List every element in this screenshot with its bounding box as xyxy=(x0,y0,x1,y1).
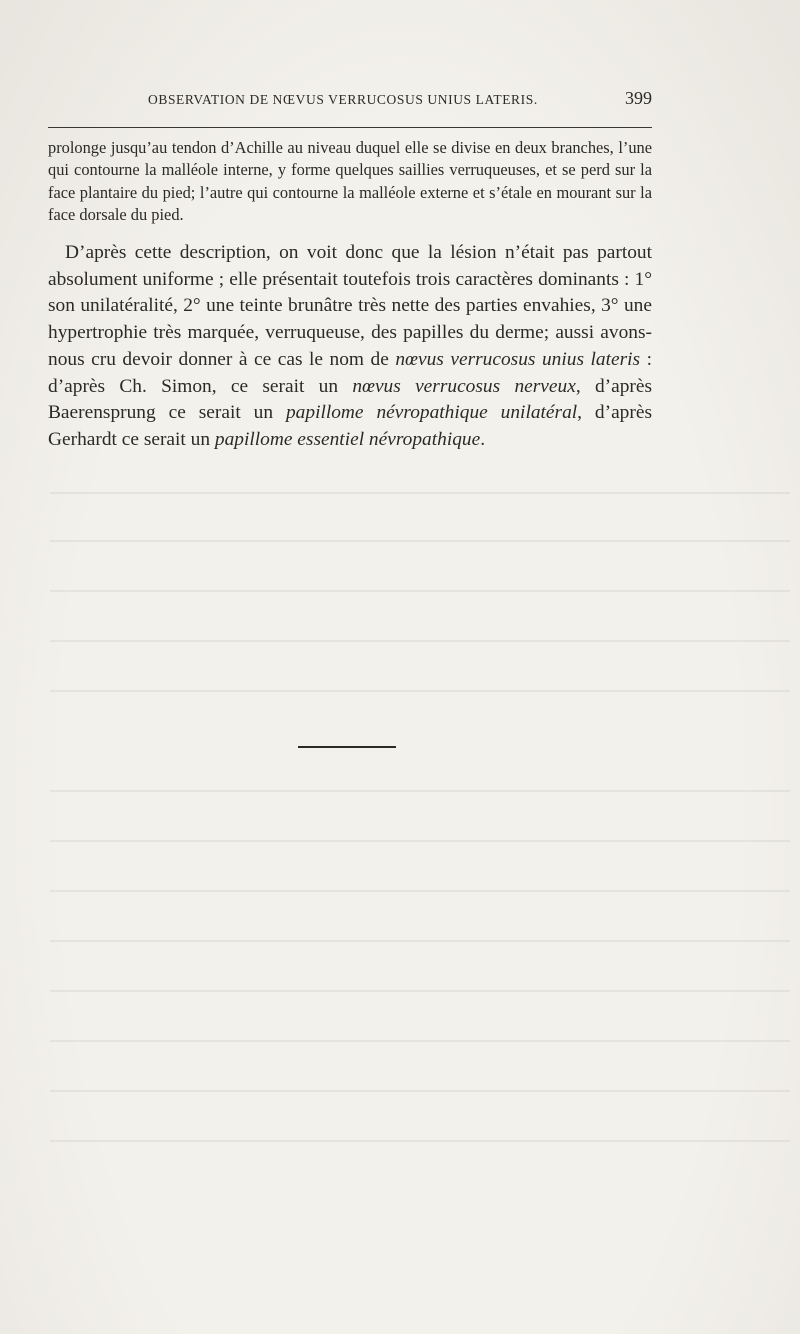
show-through xyxy=(50,690,790,692)
show-through xyxy=(50,492,790,494)
italic-term: nœvus verrucosus unius lateris xyxy=(395,348,641,370)
show-through xyxy=(50,1040,790,1042)
show-through xyxy=(50,640,790,642)
text-segment: , d’après Baerensprung ce serait un xyxy=(48,375,653,424)
text-segment: : d’après Ch. Simon, ce serait un xyxy=(48,348,652,397)
show-through xyxy=(50,540,790,542)
running-title: OBSERVATION DE NŒVUS VERRUCOSUS UNIUS LATERIS. xyxy=(148,92,538,107)
paragraph-diagnosis xyxy=(48,240,652,454)
show-through xyxy=(50,990,790,992)
section-end-rule xyxy=(298,746,396,748)
show-through xyxy=(50,840,790,842)
italic-term: papillome essentiel névropathique xyxy=(214,428,481,450)
show-through xyxy=(50,890,790,892)
text-segment: , d’après Gerhardt ce serait un xyxy=(48,402,652,450)
italic-term: nœvus verrucosus nerveux xyxy=(352,375,576,397)
show-through xyxy=(50,590,790,592)
text-segment: . xyxy=(480,428,486,450)
paragraph-line: la malléole externe et s’étale en mourant sur la face dorsale du pied. xyxy=(48,182,652,225)
show-through xyxy=(50,1140,790,1142)
paragraph-line: prolonge jusqu’au tendon d’Achille au niveau duquel elle se divise en deux xyxy=(48,138,547,157)
page-header xyxy=(48,88,652,112)
text-segment: D’après cette description, on voit donc que la lésion n’était pas partout absolument uniforme ; elle présentait toutefois trois caractères dominants : 1° son unilatéralité, 2° une teinte brunâtre très nette des parties envahies, 3° une hypertrophie très marquée, verruqueuse, des papilles du derme; aussi avons-nous cru devoir donner à ce cas le nom de xyxy=(48,242,652,370)
page-number: 399 xyxy=(625,88,652,108)
show-through xyxy=(50,940,790,942)
italic-term: papillome névropathique unilatéral xyxy=(285,402,578,424)
paragraph-line: verruqueuses, et se perd sur la face plantaire du pied; l’autre qui contourne xyxy=(48,160,652,202)
show-through xyxy=(50,790,790,792)
show-through xyxy=(50,1090,790,1092)
paragraph-line: branches, l’une qui contourne la malléole interne, y forme quelques saillies xyxy=(48,138,652,180)
paragraph-continuation xyxy=(48,137,652,227)
header-rule xyxy=(48,127,652,128)
